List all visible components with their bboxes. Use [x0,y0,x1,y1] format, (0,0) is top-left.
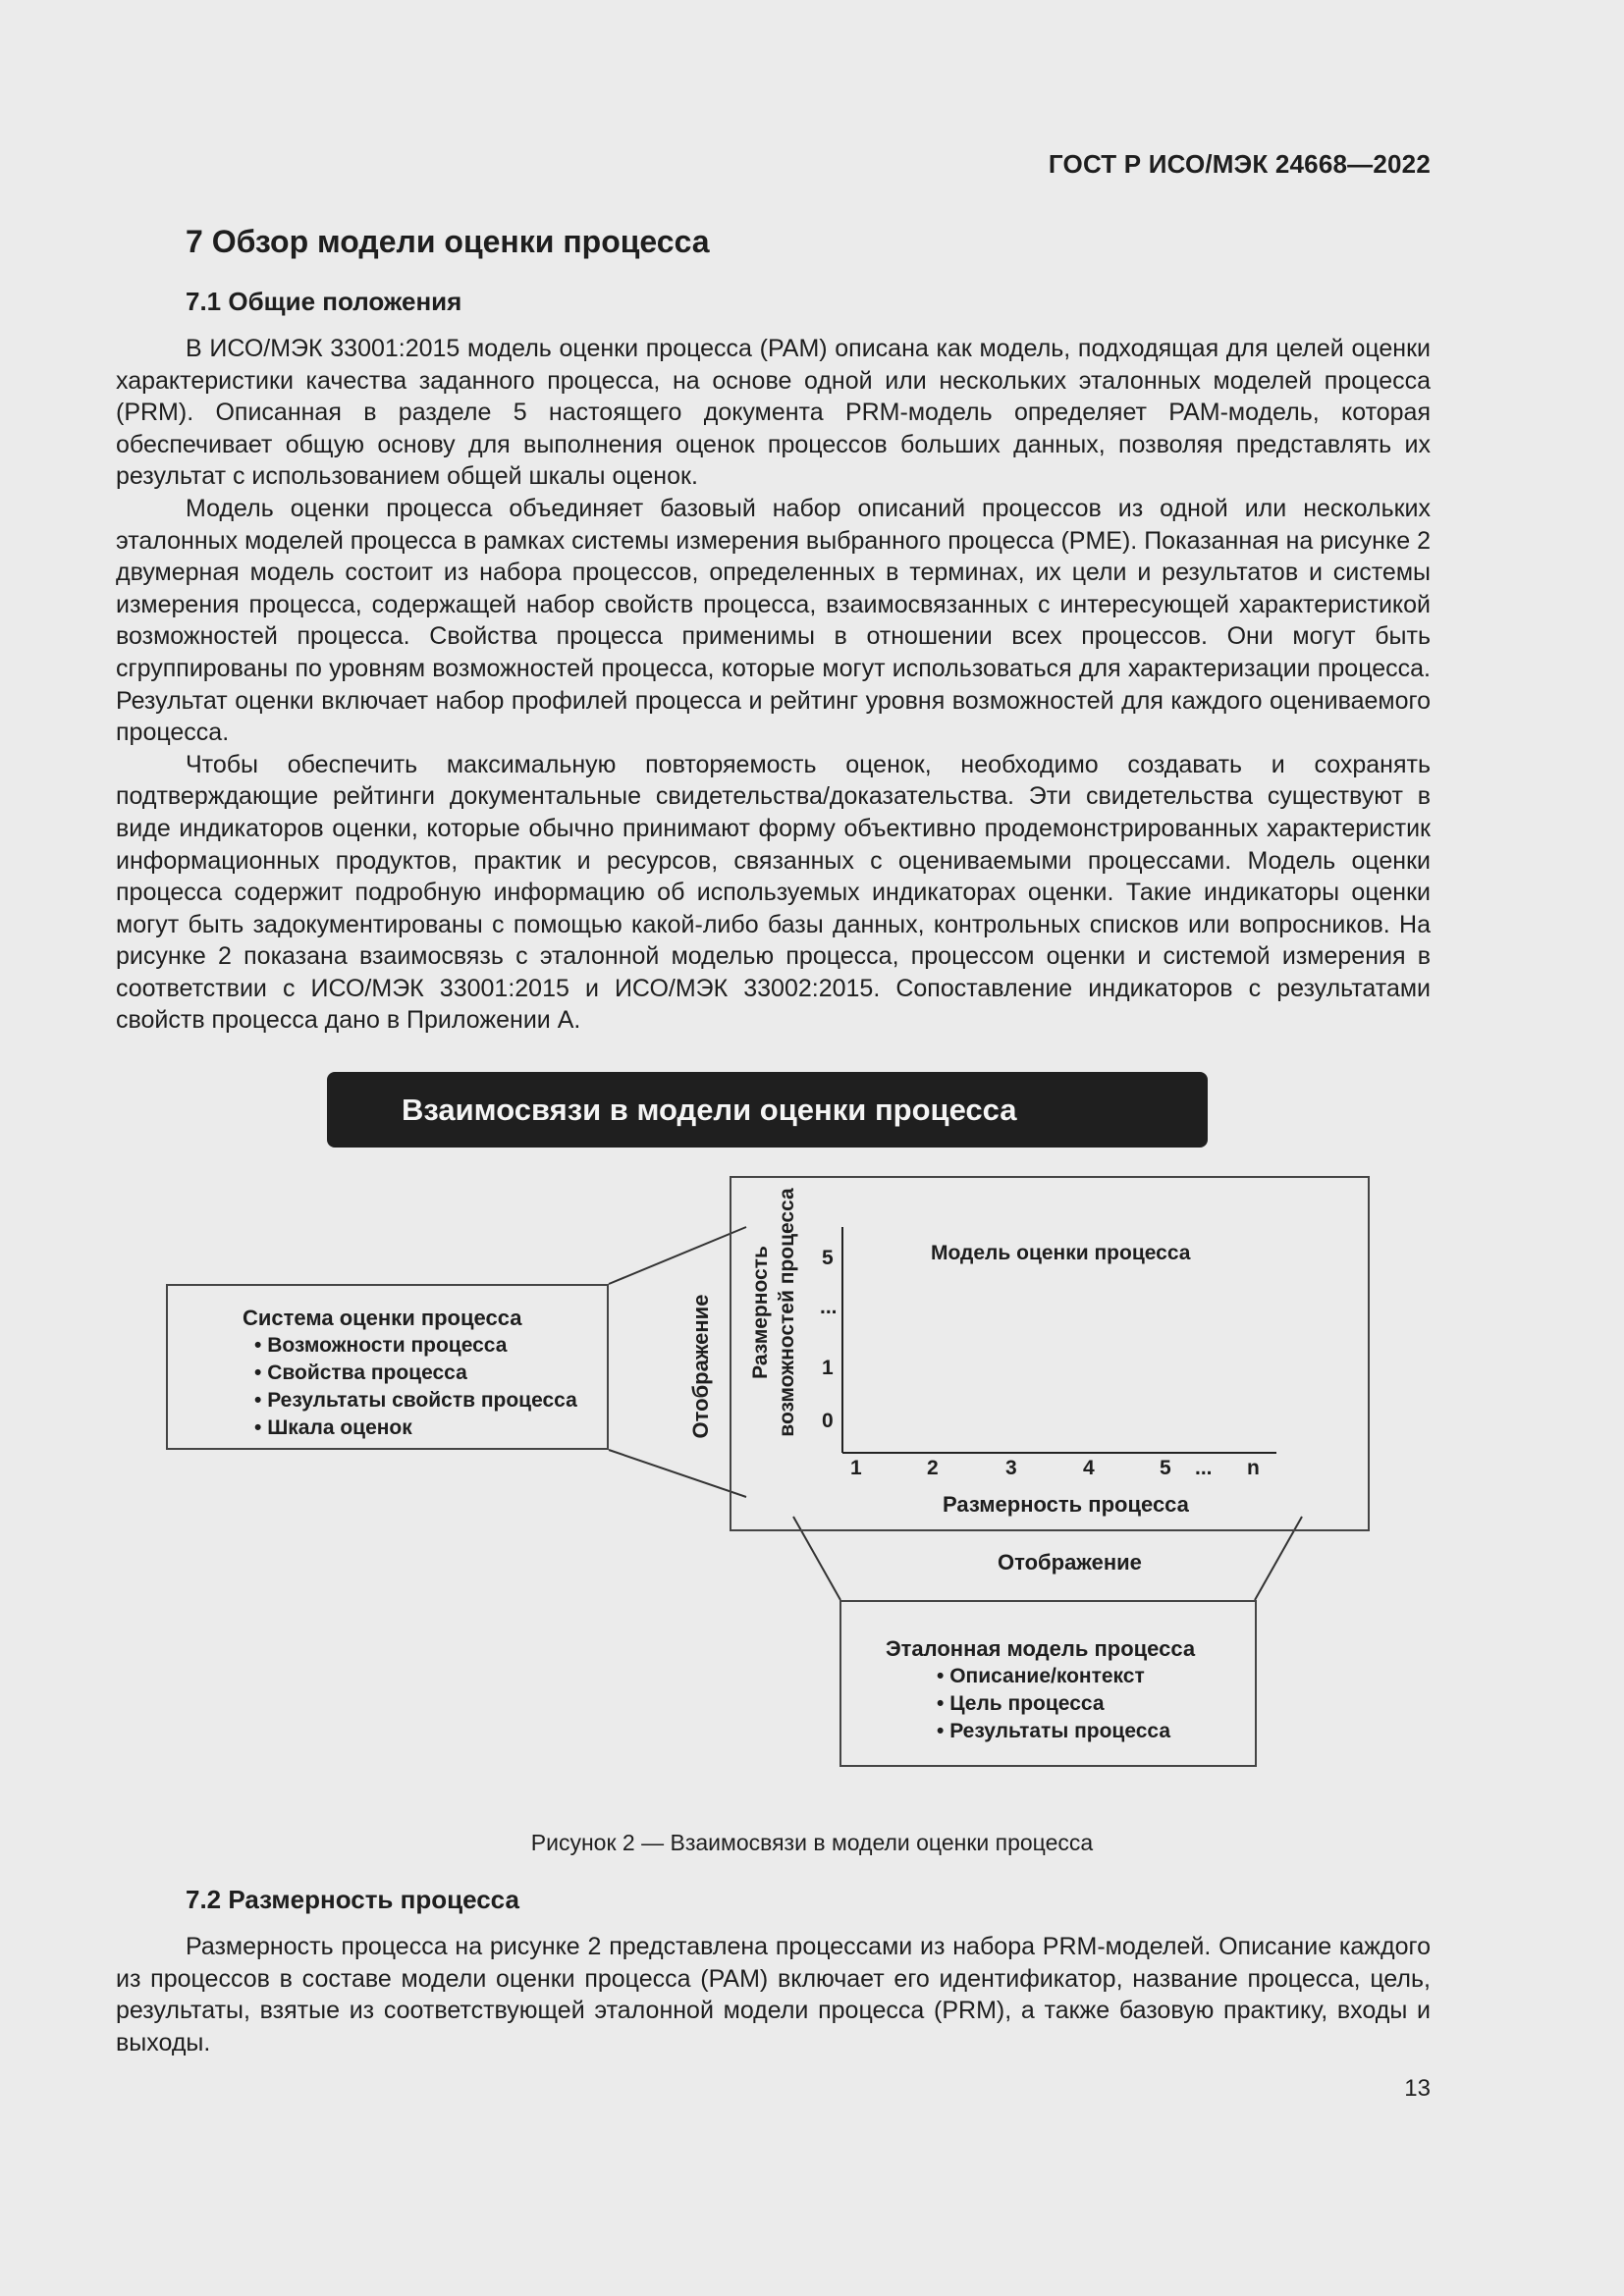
x-tick-label: 1 [850,1457,862,1479]
section-7-1-body [116,333,1431,1037]
list-item: • Результаты свойств процесса [254,1387,607,1415]
x-axis-title: Размерность процесса [943,1492,1189,1517]
subsection-title-7-2: 7.2 Размерность процесса [186,1885,519,1914]
subsection-title-7-1: 7.1 Общие положения [186,287,462,316]
x-tick-label: 4 [1083,1457,1095,1479]
document-header: ГОСТ Р ИСО/МЭК 24668—2022 [1048,149,1431,179]
assessment-system-list [254,1332,607,1442]
x-tick-label: 2 [927,1457,939,1479]
paragraph: Чтобы обеспечить максимальную повторяемость оценок, необходимо создавать и сохранять подтверждающие рейтинги документальные свидетельства/доказательства. Эти свидетельства существуют в виде индикаторов оценки, которые обычно принимают форму объективно продемонстрированных характеристик информационных продуктов, практик и ресурсов, связанных с оцениваемыми процессами. Модель оценки процесса содержит подробную информацию об используемых индикаторах оценки. Такие индикаторы оценки могут быть задокументированы с помощью какой-либо базы данных, контрольных списков или вопросников. На рисунке 2 показана взаимосвязь с эталонной моделью процесса, процессом оценки и системой измерения в соответствии с ИСО/МЭК 33001:2015 и ИСО/МЭК 33002:2015. Сопоставление индикаторов с результатами свойств процесса дано в Приложении А. [116,750,1431,1035]
figure-title-banner: Взаимосвязи в модели оценки процесса [327,1072,1208,1148]
page-number: 13 [1404,2075,1431,2102]
figure-2 [0,1070,1624,1796]
list-item: • Возможности процесса [254,1332,607,1360]
paragraph: Размерность процесса на рисунке 2 представлена процессами из набора PRM-моделей. Описание каждого из процессов в составе модели оценки процесса (PAM) включает его идентификатор, название процесса, цель, результаты, взятые из соответствующей эталонной модели процесса (PRM), а также базовую практику, входы и выходы. [116,1933,1431,2056]
y-axis-title-line1: Размерность [749,1246,772,1379]
y-axis-title-line2: возможностей процесса [776,1188,798,1437]
section-title: 7 Обзор модели оценки процесса [186,224,710,259]
pam-chart-frame [730,1176,1370,1531]
list-item: • Результаты процесса [937,1718,1255,1745]
figure-caption: Рисунок 2 — Взаимосвязи в модели оценки процесса [530,1830,1094,1855]
y-tick-label: 0 [822,1410,834,1432]
assessment-system-heading: Система оценки процесса [243,1306,522,1330]
paragraph: В ИСО/МЭК 33001:2015 модель оценки процесса (PAM) описана как модель, подходящая для целей оценки характеристики качества заданного процесса, на основе одной или нескольких эталонных моделей процесса (PRM). Описанная в разделе 5 настоящего документа PRM-модель определяет PAM-модель, которая обеспечивает общую основу для выполнения оценок процессов больших данных, позволяя представлять их результат с использованием общей шкалы оценок. [116,335,1431,491]
list-item: • Шкала оценок [254,1415,607,1442]
chart-title: Модель оценки процесса [931,1242,1191,1264]
reference-model-list [937,1663,1255,1745]
list-item: • Цель процесса [937,1690,1255,1718]
y-tick-label: ... [820,1296,838,1318]
x-tick-label: 3 [1005,1457,1017,1479]
x-tick-label: 5 [1160,1457,1171,1479]
y-tick-label: 1 [822,1357,834,1379]
x-tick-label: n [1247,1457,1260,1479]
section-7-2-body [116,1931,1431,2058]
mapping-label-horizontal: Отображение [998,1550,1142,1575]
mapping-label-vertical: Отображение [688,1294,713,1439]
y-tick-label: 5 [822,1247,834,1269]
x-tick-label: ... [1195,1457,1213,1479]
assessment-system-box [166,1284,609,1450]
reference-model-box [839,1600,1257,1767]
list-item: • Свойства процесса [254,1360,607,1387]
list-item: • Описание/контекст [937,1663,1255,1690]
reference-model-heading: Эталонная модель процесса [886,1636,1196,1661]
paragraph: Модель оценки процесса объединяет базовый набор описаний процессов из одной или нескольких эталонных моделей процесса в рамках системы измерения выбранного процесса (PME). Показанная на рисунке 2 двумерная модель состоит из набора процессов, определенных в терминах, их цели и результатов и системы измерения процесса, содержащей набор свойств процесса, взаимосвязанных с интересующей характеристикой возможностей процесса. Свойства процесса применимы в отношении всех процессов. Они могут быть сгруппированы по уровням возможностей процесса, которые могут использоваться для характеризации процесса. Результат оценки включает набор профилей процесса и рейтинг уровня возможностей для каждого оцениваемого процесса. [116,494,1431,747]
